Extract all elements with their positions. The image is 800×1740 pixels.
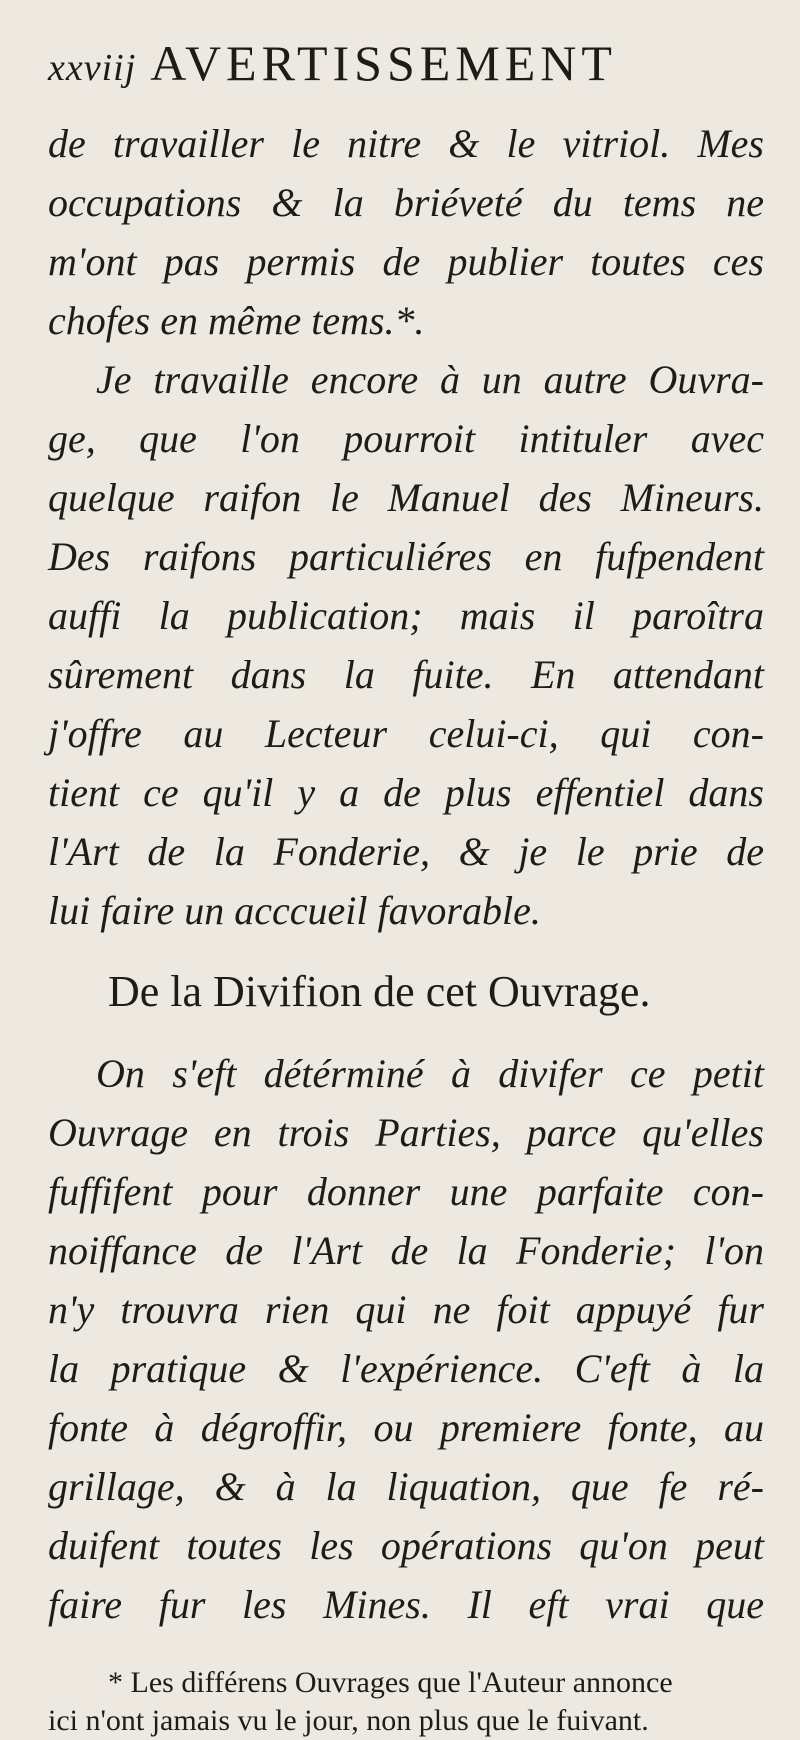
text-line: de travailler le nitre & le vitriol. Mes (48, 121, 764, 166)
text-line: m'ont pas permis de publier toutes ces (48, 239, 764, 284)
text-line: fonte à dégroffir, ou premiere fonte, au (48, 1405, 764, 1450)
text-line: chofes en même tems.*. (48, 298, 425, 343)
paragraph-division (48, 1044, 764, 1634)
text-line: Des raifons particuliéres en fufpendent (48, 534, 764, 579)
page-header (48, 34, 764, 114)
text-line: sûrement dans la fuite. En attendant (48, 652, 764, 697)
text-line: Je travaille encore à un autre Ouvra- (96, 357, 764, 402)
text-line: n'y trouvra rien qui ne foit appuyé fur (48, 1287, 764, 1332)
text-line: On s'eft détérminé à divifer ce petit (96, 1051, 764, 1096)
text-line: duifent toutes les opérations qu'on peut (48, 1523, 764, 1568)
text-line: tient ce qu'il y a de plus effentiel dans (48, 770, 764, 815)
text-line: quelque raifon le Manuel des Mineurs. (48, 475, 764, 520)
text-line: j'offre au Lecteur celui-ci, qui con- (48, 711, 764, 756)
section-heading: De la Divifion de cet Ouvrage. (108, 967, 651, 1016)
text-line: noiffance de l'Art de la Fonderie; l'on (48, 1228, 764, 1273)
paragraph-continuation (48, 114, 764, 350)
footnote-line: ici n'ont jamais vu le jour, non plus que le fuivant. (48, 1704, 649, 1737)
text-line: Ouvrage en trois Parties, parce qu'elles (48, 1110, 764, 1155)
text-line: faire fur les Mines. Il eft vrai que (48, 1582, 764, 1627)
footnote-line: * Les différens Ouvrages que l'Auteur annonce (108, 1666, 673, 1699)
text-line: ge, que l'on pourroit intituler avec (48, 416, 764, 461)
text-line: grillage, & à la liquation, que fe ré- (48, 1464, 764, 1509)
text-line: occupations & la briéveté du tems ne (48, 180, 764, 225)
text-line: l'Art de la Fonderie, & je le prie de (48, 829, 764, 874)
running-title: AVERTISSEMENT (150, 35, 617, 91)
footnote (48, 1664, 764, 1740)
page-number: xxviij (48, 47, 137, 89)
text-line: fuffifent pour donner une parfaite con- (48, 1169, 764, 1214)
text-line: la pratique & l'expérience. C'eft à la (48, 1346, 764, 1391)
paragraph-manuel (48, 350, 764, 940)
text-line: auffi la publication; mais il paroîtra (48, 593, 764, 638)
text-line: lui faire un acccueil favorable. (48, 888, 541, 933)
